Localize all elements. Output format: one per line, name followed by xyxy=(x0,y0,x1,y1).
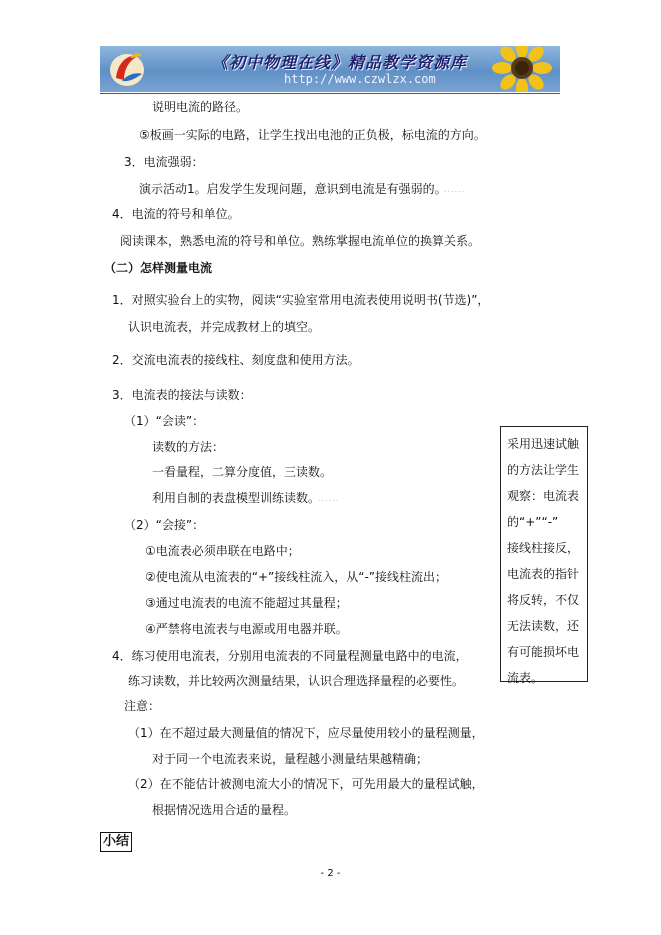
text-line: （2）“会接”： xyxy=(124,518,205,532)
text-line: （2）在不能估计被测电流大小的情况下，可先用最大的量程试触， xyxy=(128,777,484,791)
text-line: 演示活动1。启发学生发现问题，意识到电流是有强弱的。 xyxy=(139,182,447,196)
side-note-line: 观察：电流表 xyxy=(507,489,580,503)
side-note-box xyxy=(500,426,588,685)
text-line: 对于同一个电流表来说，量程越小测量结果越精确； xyxy=(152,752,429,766)
summary-heading: 小结 xyxy=(100,832,132,852)
text-line: ①电流表必须串联在电路中； xyxy=(145,544,300,558)
text-line: ③通过电流表的电流不能超过其量程； xyxy=(145,596,348,610)
text-line: 3．电流强弱： xyxy=(124,155,204,169)
text-line: ⑤板画一实际的电路，让学生找出电池的正负极，标电流的方向。 xyxy=(139,128,486,142)
text-line: ④严禁将电流表与电源或用电器并联。 xyxy=(145,622,348,636)
text-line: 4．练习使用电流表，分别用电流表的不同量程测量电路中的电流， xyxy=(112,649,468,663)
header-rule xyxy=(100,93,560,94)
text-line: 读数的方法： xyxy=(152,440,225,454)
text-line: 注意： xyxy=(124,699,161,713)
side-note-line: 无法读数，还 xyxy=(507,619,580,633)
placeholder-dots: ...... xyxy=(318,494,340,503)
text-line: 利用自制的表盘模型训练读数。 xyxy=(152,491,321,505)
side-note-line: 有可能损坏电 xyxy=(507,645,580,659)
page-number: - 2 - xyxy=(320,868,341,879)
side-note-line: 将反转，不仅 xyxy=(507,593,580,607)
text-line: 2．交流电流表的接线柱、刻度盘和使用方法。 xyxy=(112,353,360,367)
text-line: （1）“会读”： xyxy=(124,414,205,428)
text-line: 根据情况选用合适的量程。 xyxy=(152,803,297,817)
text-line: 练习读数，并比较两次测量结果，认识合理选择量程的必要性。 xyxy=(128,674,465,688)
text-line: 阅读课本，熟悉电流的符号和单位。熟练掌握电流单位的换算关系。 xyxy=(120,234,481,248)
text-line: 认识电流表，并完成教材上的填空。 xyxy=(128,320,321,334)
header-banner xyxy=(100,46,560,92)
text-line: 说明电流的路径。 xyxy=(152,100,249,114)
text-line: （1）在不超过最大测量值的情况下，应尽量使用较小的量程测量， xyxy=(128,726,484,740)
header-url: http://www.czwlzx.com xyxy=(284,72,436,86)
side-note-line: 的“+”“-” xyxy=(507,515,559,529)
side-note-line: 电流表的指针 xyxy=(507,567,580,581)
text-line: ②使电流从电流表的“+”接线柱流入，从“-”接线柱流出； xyxy=(145,570,448,584)
side-note-line: 的方法让学生 xyxy=(507,463,580,477)
section-heading: （二）怎样测量电流 xyxy=(104,261,213,275)
side-note-line: 接线柱接反， xyxy=(507,541,580,555)
sunflower-icon xyxy=(490,46,554,92)
text-line: 3．电流表的接法与读数： xyxy=(112,388,252,402)
placeholder-dots: ...... xyxy=(444,185,466,194)
side-note-line: 采用迅速试触 xyxy=(507,437,580,451)
text-line: 1．对照实验台上的实物，阅读“实验室常用电流表使用说明书(节选)”， xyxy=(112,293,490,307)
header-title: 《初中物理在线》精品教学资源库 xyxy=(212,53,468,72)
side-note-line: 流表。 xyxy=(507,671,544,685)
logo-icon xyxy=(108,48,146,88)
text-line: 一看量程，二算分度值，三读数。 xyxy=(152,465,333,479)
text-line: 4．电流的符号和单位。 xyxy=(112,207,240,221)
